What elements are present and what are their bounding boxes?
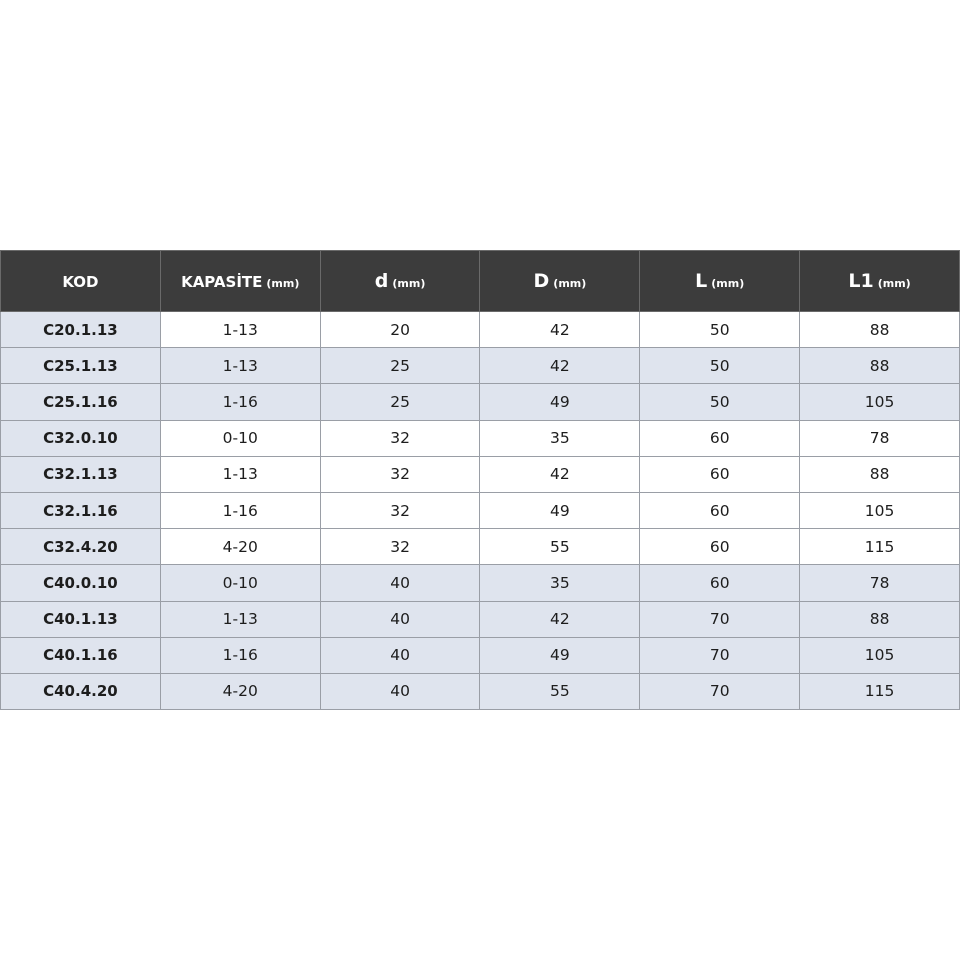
cell-kapasite: 1-13 <box>160 601 320 637</box>
cell-code: C40.1.16 <box>1 637 161 673</box>
cell-l: 50 <box>640 348 800 384</box>
cell-d: 42 <box>480 312 640 348</box>
table-row <box>1 601 960 637</box>
cell-d: 49 <box>480 637 640 673</box>
cell-d: 35 <box>480 565 640 601</box>
cell-code: C40.0.10 <box>1 565 161 601</box>
cell-d: 40 <box>320 601 480 637</box>
header-unit: (mm) <box>266 276 300 290</box>
cell-d: 55 <box>480 673 640 709</box>
cell-code: C32.1.13 <box>1 456 161 492</box>
cell-code: C32.1.16 <box>1 492 161 528</box>
cell-code: C40.4.20 <box>1 673 161 709</box>
cell-l: 50 <box>640 384 800 420</box>
header-label: L <box>695 270 708 292</box>
cell-d: 40 <box>320 673 480 709</box>
header-label: KAPASİTE <box>181 272 263 291</box>
header-D <box>480 251 640 312</box>
header-label: d <box>374 270 389 292</box>
cell-d: 20 <box>320 312 480 348</box>
table-body <box>1 312 960 710</box>
cell-d: 40 <box>320 565 480 601</box>
cell-d: 49 <box>480 492 640 528</box>
cell-kapasite: 0-10 <box>160 420 320 456</box>
cell-code: C20.1.13 <box>1 312 161 348</box>
header-unit: (mm) <box>711 277 745 290</box>
cell-code: C25.1.13 <box>1 348 161 384</box>
header-kapasite <box>160 251 320 312</box>
cell-d: 49 <box>480 384 640 420</box>
cell-l1: 88 <box>800 456 960 492</box>
header-unit: (mm) <box>553 277 587 290</box>
cell-l: 60 <box>640 456 800 492</box>
cell-l1: 78 <box>800 420 960 456</box>
header-L1 <box>800 251 960 312</box>
cell-l: 70 <box>640 637 800 673</box>
header-label: KOD <box>62 272 99 291</box>
table-row <box>1 312 960 348</box>
cell-kapasite: 4-20 <box>160 529 320 565</box>
cell-d: 25 <box>320 348 480 384</box>
header-label: D <box>533 270 550 292</box>
cell-d: 55 <box>480 529 640 565</box>
header-kod <box>1 251 161 312</box>
header-unit: (mm) <box>392 277 426 290</box>
table-row <box>1 565 960 601</box>
cell-code: C32.4.20 <box>1 529 161 565</box>
cell-l: 70 <box>640 673 800 709</box>
cell-d: 32 <box>320 492 480 528</box>
cell-l1: 88 <box>800 312 960 348</box>
cell-d: 32 <box>320 420 480 456</box>
cell-l1: 105 <box>800 492 960 528</box>
table-row <box>1 384 960 420</box>
cell-kapasite: 0-10 <box>160 565 320 601</box>
cell-d: 35 <box>480 420 640 456</box>
cell-d: 42 <box>480 601 640 637</box>
table-row <box>1 492 960 528</box>
cell-l: 60 <box>640 565 800 601</box>
header-d <box>320 251 480 312</box>
table-row <box>1 529 960 565</box>
cell-kapasite: 1-16 <box>160 384 320 420</box>
cell-kapasite: 4-20 <box>160 673 320 709</box>
table-row <box>1 673 960 709</box>
cell-l1: 88 <box>800 601 960 637</box>
header-unit: (mm) <box>877 277 911 290</box>
cell-kapasite: 1-13 <box>160 348 320 384</box>
cell-l: 70 <box>640 601 800 637</box>
table-row <box>1 348 960 384</box>
header-row <box>1 251 960 312</box>
header-label: L1 <box>848 270 874 292</box>
cell-d: 42 <box>480 348 640 384</box>
cell-code: C40.1.13 <box>1 601 161 637</box>
cell-code: C32.0.10 <box>1 420 161 456</box>
cell-l1: 78 <box>800 565 960 601</box>
spec-table <box>0 250 960 710</box>
cell-d: 40 <box>320 637 480 673</box>
table-row <box>1 420 960 456</box>
cell-d: 25 <box>320 384 480 420</box>
cell-d: 32 <box>320 529 480 565</box>
cell-l: 60 <box>640 529 800 565</box>
table-row <box>1 637 960 673</box>
cell-code: C25.1.16 <box>1 384 161 420</box>
header-L <box>640 251 800 312</box>
cell-l: 60 <box>640 492 800 528</box>
cell-kapasite: 1-16 <box>160 492 320 528</box>
table-header <box>1 251 960 312</box>
cell-l1: 115 <box>800 529 960 565</box>
cell-l1: 105 <box>800 637 960 673</box>
cell-d: 42 <box>480 456 640 492</box>
cell-kapasite: 1-16 <box>160 637 320 673</box>
cell-kapasite: 1-13 <box>160 456 320 492</box>
cell-l: 60 <box>640 420 800 456</box>
cell-l1: 88 <box>800 348 960 384</box>
cell-l1: 105 <box>800 384 960 420</box>
table-row <box>1 456 960 492</box>
cell-kapasite: 1-13 <box>160 312 320 348</box>
cell-l: 50 <box>640 312 800 348</box>
cell-d: 32 <box>320 456 480 492</box>
cell-l1: 115 <box>800 673 960 709</box>
